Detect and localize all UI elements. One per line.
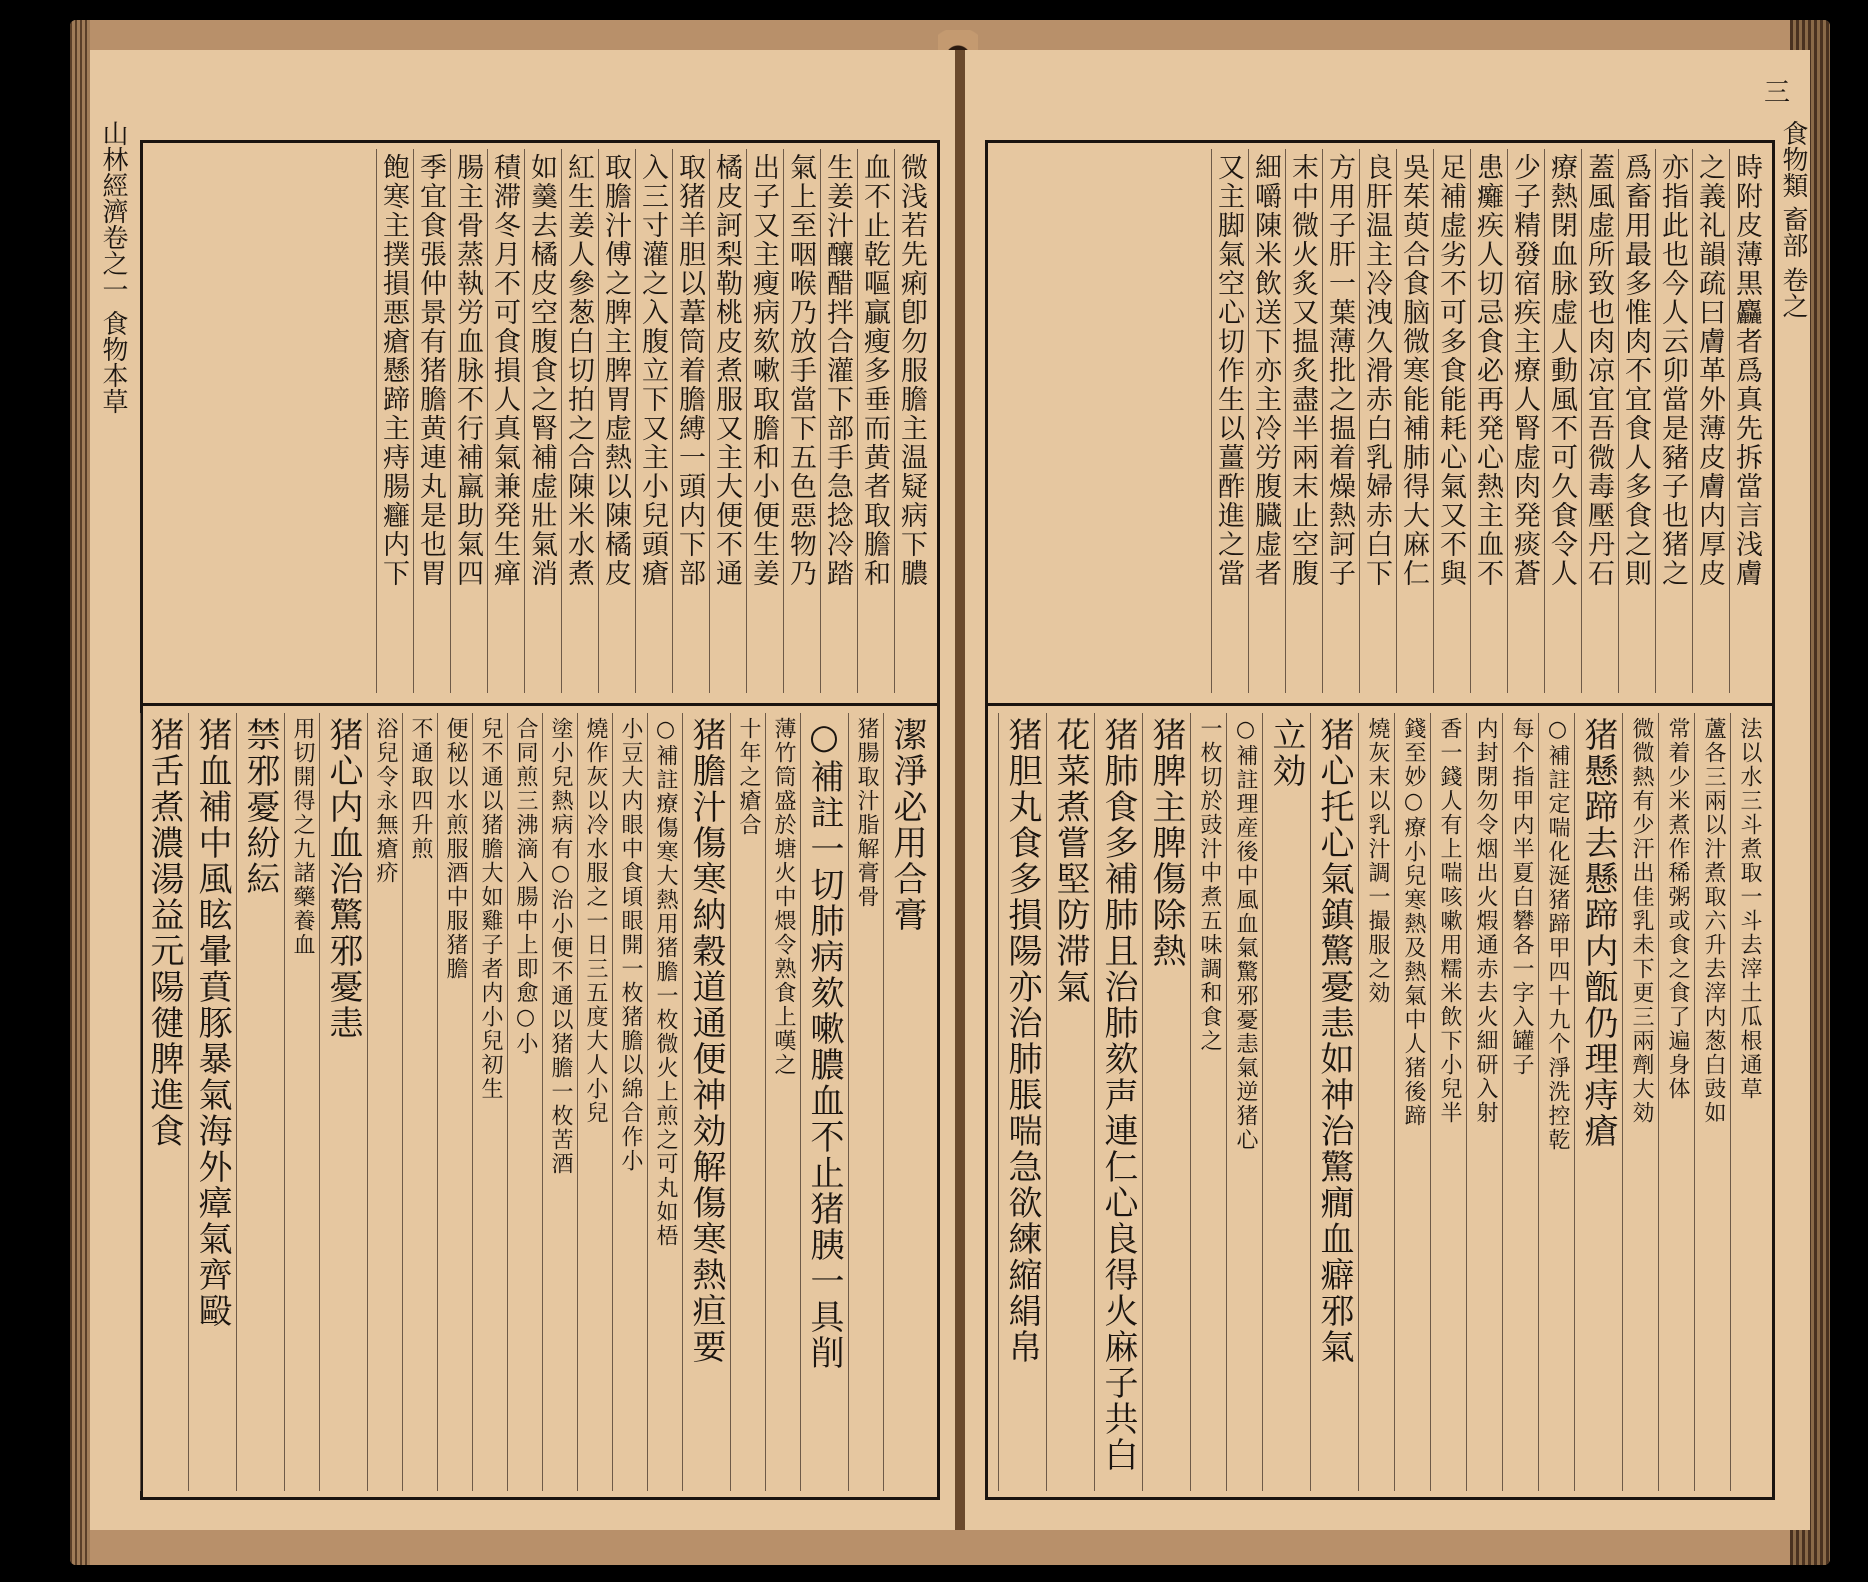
- folio-mark: 三: [1763, 78, 1790, 108]
- text-column: 療熱閉血脉虚人動風不可久食令人: [1544, 149, 1581, 693]
- annotation-column: 燒灰末以乳汁調一撮服之効: [1358, 713, 1394, 1491]
- left-upper-register: [143, 143, 937, 699]
- entry-column: 猪膽汁傷寒納穀道通便神効解傷寒熱疸要: [682, 713, 730, 1491]
- text-column: 入三寸灌之入腹立下又主小兒頭瘡: [635, 149, 672, 693]
- page-gutter: [955, 50, 965, 1530]
- text-column: 亦指此也今人云卯當是豬子也猪之: [1655, 149, 1692, 693]
- annotation-column: ○補註定喘化涎猪蹄甲四十九个淨洗控乾: [1538, 713, 1574, 1491]
- text-column: 微浅若先痢卽勿服膽主温疑病下膿: [894, 149, 931, 693]
- text-column: 生姜汁釀醋拌合灌下部手急捻冷踏: [820, 149, 857, 693]
- annotation-column: 錢至妙○療小兒寒熱及熱氣中人猪後蹄: [1394, 713, 1430, 1491]
- annotation-column: 兒不通以猪膽大如雞子者内小兒初生: [472, 713, 507, 1491]
- text-column: 腸主骨蒸執労血脉不行補羸助氣四: [450, 149, 487, 693]
- annotation-column: 塗小兒熱病有○治小便不通以猪膽一枚苦酒: [542, 713, 577, 1491]
- entry-column: 猪懸蹄去懸蹄内甑仍理痔瘡: [1574, 713, 1622, 1491]
- right-upper-register: [988, 143, 1772, 699]
- annotation-column: 薄竹筒盛於塘火中煨令熟食上嘆之: [765, 713, 800, 1491]
- annotation-column: 每个指甲内半夏白礬各一字入罐子: [1502, 713, 1538, 1491]
- entry-column: 潔淨必用合膏: [883, 713, 931, 1491]
- text-column: 積滞冬月不可食損人真氣兼発生瘅: [487, 149, 524, 693]
- text-column: 患癱疾人切忌食必再発心熱主血不: [1470, 149, 1507, 693]
- entry-column: 猪脾主脾傷除熱: [1142, 713, 1190, 1491]
- right-register-divider: [988, 703, 1772, 706]
- text-column: 足補虚劣不可多食能耗心氣又不與: [1433, 149, 1470, 693]
- annotation-column: 合同煎三沸滴入腸中上即愈○小: [507, 713, 542, 1491]
- text-column: 細嚼陳米飲送下亦主冷労腹臓虚者: [1248, 149, 1285, 693]
- annotation-column: 不通取四升煎: [402, 713, 437, 1491]
- left-register-divider: [143, 703, 937, 706]
- entry-column: 猪心内血治驚邪憂恚: [319, 713, 367, 1491]
- text-column: 時附皮薄黒麤者爲真先拆當言浅膚: [1729, 149, 1766, 693]
- entry-column: ○補註一切肺病欬嗽膿血不止猪胰一具削: [800, 713, 848, 1491]
- text-column: 出子又主瘦病欬嗽取膽和小便生姜: [746, 149, 783, 693]
- annotation-column: 小豆大内眼中食頃眼開一枚猪膽以綿合作小: [612, 713, 647, 1491]
- open-book: [70, 20, 1830, 1565]
- text-column: 又主脚氣空心切作生以薑酢進之當: [1211, 149, 1248, 693]
- entry-column: 猪舌煮濃湯益元陽徤脾進食: [140, 713, 188, 1491]
- text-column: 季宜食張仲景有猪膽黄連丸是也胃: [413, 149, 450, 693]
- annotation-column: 一枚切於豉汁中煮五味調和食之: [1190, 713, 1226, 1491]
- annotation-column: 燒作灰以冷水服之一日三五度大人小兒: [577, 713, 612, 1491]
- annotation-column: 用切開得之九諸藥養血: [284, 713, 319, 1491]
- entry-column: 立効: [1262, 713, 1310, 1491]
- entry-column: 禁邪憂紛紜: [236, 713, 284, 1491]
- right-text-frame: [985, 140, 1775, 1500]
- text-column: 末中微火炙又揾炙盡半兩末止空腹: [1285, 149, 1322, 693]
- annotation-column: 香一錢人有上喘咳嗽用糯米飲下小兒半: [1430, 713, 1466, 1491]
- entry-column: 猪心托心氣鎮驚憂恚如神治驚癇血癖邪氣: [1310, 713, 1358, 1491]
- right-lower-register: [988, 707, 1772, 1497]
- text-column: 取猪羊胆以葦筒着膽縛一頭内下部: [672, 149, 709, 693]
- annotation-column: 蘆各三兩以汁煮取六升去滓内葱白豉如: [1694, 713, 1730, 1491]
- text-column: 取膽汁傅之脾主脾胃虚熱以陳橘皮: [598, 149, 635, 693]
- annotation-column: 微微熱有少汗出佳乳未下更三兩劑大効: [1622, 713, 1658, 1491]
- text-column: 橘皮訶梨勒桃皮煮服又主大便不通: [709, 149, 746, 693]
- right-running-head: 食物類 畜部 卷之: [1778, 120, 1808, 319]
- annotation-column: 猪腸取汁脂解膏骨: [848, 713, 883, 1491]
- annotation-column: 法以水三斗煮取一斗去滓土瓜根通草: [1730, 713, 1766, 1491]
- left-text-frame: [140, 140, 940, 1500]
- entry-column: 猪肺食多補肺且治肺欬声連仁心良得火麻子共白: [1094, 713, 1142, 1491]
- text-column: 少子精發宿疾主療人腎虚肉発痰蒼: [1507, 149, 1544, 693]
- text-column: 血不止乾嘔贏瘦多垂而黄者取膽和: [857, 149, 894, 693]
- text-column: 爲畜用最多惟肉不宜食人多食之則: [1618, 149, 1655, 693]
- left-lower-register: [143, 707, 937, 1497]
- annotation-column: 十年之瘡合: [730, 713, 765, 1491]
- text-column: 飽寒主撲損悪瘡懸蹄主痔腸癰内下: [376, 149, 413, 693]
- annotation-column: ○補註療傷寒大熱用猪膽一枚微火上煎之可丸如梧: [647, 713, 682, 1491]
- right-page: [965, 50, 1810, 1530]
- annotation-column: 浴兒令永無瘡疥: [367, 713, 402, 1491]
- annotation-column: ○補註理産後中風血氣驚邪憂恚氣逆猪心: [1226, 713, 1262, 1491]
- text-column: 之義礼韻疏曰膚革外薄皮膚内厚皮: [1692, 149, 1729, 693]
- left-running-head: 山林經濟卷之一 食物本草: [98, 120, 128, 415]
- entry-column: 猪血補中風眩暈賁豚暴氣海外瘴氣齊毆: [188, 713, 236, 1491]
- entry-column: 猪胆丸食多損陽亦治肺脹喘急欲練縮絹帛: [998, 713, 1046, 1491]
- text-column: 良肝温主冷洩久滑赤白乳婦赤白下: [1359, 149, 1396, 693]
- annotation-column: 内封閉勿令烟出火煆通赤去火細研入射: [1466, 713, 1502, 1491]
- entry-column: 花菜煮嘗堅防滞氣: [1046, 713, 1094, 1491]
- text-column: 蓋風虚所致也肉凉宜吾微毒壓丹石: [1581, 149, 1618, 693]
- text-column: 方用子肝一葉薄批之揾着燥熱訶子: [1322, 149, 1359, 693]
- text-column: 氣上至咽喉乃放手當下五色惡物乃: [783, 149, 820, 693]
- book-edge-left: [70, 20, 90, 1565]
- annotation-column: 便秘以水煎服酒中服猪膽: [437, 713, 472, 1491]
- left-page: [90, 50, 955, 1530]
- text-column: 如羹去橘皮空腹食之腎補虚壯氣消: [524, 149, 561, 693]
- text-column: 吳茱萸合食脑微寒能補肺得大麻仁: [1396, 149, 1433, 693]
- annotation-column: 常着少米煮作稀粥或食之食了遍身体: [1658, 713, 1694, 1491]
- text-column: 紅生姜人參葱白切拍之合陳米水煮: [561, 149, 598, 693]
